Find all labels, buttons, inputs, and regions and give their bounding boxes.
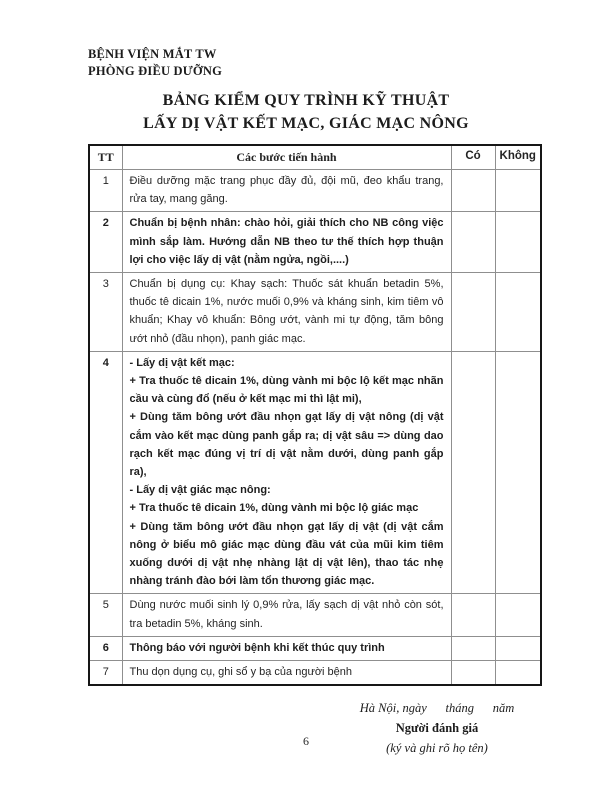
signer-title: Người đánh giá — [395, 721, 479, 736]
step-number: 4 — [89, 351, 122, 594]
step-number: 2 — [89, 212, 122, 273]
step-description — [122, 636, 451, 660]
check-cell-no — [495, 636, 541, 660]
place-date-line: Hà Nội, ngày tháng năm — [359, 701, 515, 716]
step-description — [122, 273, 451, 352]
document-title — [0, 89, 612, 135]
step-description — [122, 594, 451, 636]
step-paragraph: + Tra thuốc tê dicain 1%, dùng vành mi bộc lộ giác mạc — [129, 502, 419, 515]
check-cell-no — [495, 351, 541, 594]
column-header-yes: Có — [451, 145, 495, 170]
step-paragraph: Thông báo với người bệnh khi kết thúc quy trình — [129, 641, 385, 654]
org-name: BỆNH VIỆN MẮT TW — [88, 47, 217, 61]
check-cell-yes — [451, 351, 495, 594]
step-paragraph: Chuẩn bị dụng cụ: Khay sạch: Thuốc sát khuẩn betadin 5%, thuốc tê dicain 1%, nước muối 0,9% và kháng sinh, kim tiêm vô khuẩn; Khay vô khuẩn: Bông ướt, vành mi tự động, tăm bông ướt nhỏ (đầu nhọn), panh giác mạc. — [129, 278, 444, 345]
check-cell-yes — [451, 661, 495, 686]
document-title-line1: BẢNG KIỂM QUY TRÌNH KỸ THUẬT — [162, 92, 450, 109]
step-paragraph: Dùng nước muối sinh lý 0,9% rửa, lấy sạch dị vật nhỏ còn sót, tra betadin 5%, kháng sinh. — [129, 599, 444, 630]
step-paragraph: + Dùng tăm bông ướt đầu nhọn gạt lấy dị vật nông (dị vật cắm vào kết mạc dùng panh gắp ra; dị vật sâu => dùng dao rạch kết mạc đúng vị trí dị vật nằm dưới, dùng panh gắp ra), — [129, 411, 444, 479]
step-number: 7 — [89, 661, 122, 686]
step-paragraph: Điều dưỡng mặc trang phục đầy đủ, đội mũ, đeo khẩu trang, rửa tay, mang găng. — [129, 175, 444, 206]
check-cell-yes — [451, 636, 495, 660]
table-row — [89, 594, 541, 636]
step-number: 3 — [89, 273, 122, 352]
check-cell-no — [495, 273, 541, 352]
check-cell-yes — [451, 594, 495, 636]
table-row — [89, 170, 541, 212]
check-cell-yes — [451, 273, 495, 352]
check-cell-no — [495, 661, 541, 686]
table-row — [89, 636, 541, 660]
check-cell-no — [495, 170, 541, 212]
step-number: 6 — [89, 636, 122, 660]
table-row — [89, 212, 541, 273]
check-cell-no — [495, 594, 541, 636]
table-header-row — [89, 145, 541, 170]
page-number: 6 — [303, 734, 309, 748]
step-description — [122, 351, 451, 594]
table-row — [89, 661, 541, 686]
table-row — [89, 273, 541, 352]
column-header-tt: TT — [89, 145, 122, 170]
step-description — [122, 661, 451, 686]
check-cell-yes — [451, 212, 495, 273]
signature-block — [328, 699, 546, 758]
step-paragraph: Chuẩn bị bệnh nhân: chào hỏi, giải thích cho NB công việc mình sắp làm. Hướng dẫn NB theo tư thế thích hợp thuận lợi cho việc lấy dị vật (nằm ngửa, ngồi,....) — [129, 217, 444, 266]
org-department: PHÒNG ĐIỀU DƯỠNG — [88, 64, 222, 78]
check-cell-yes — [451, 170, 495, 212]
step-paragraph: + Tra thuốc tê dicain 1%, dùng vành mi bộc lộ kết mạc nhãn cầu và cùng đổ (nếu ở kết mạc mi thì lật mi), — [129, 375, 444, 406]
step-number: 1 — [89, 170, 122, 212]
step-number: 5 — [89, 594, 122, 636]
step-description — [122, 170, 451, 212]
step-description — [122, 212, 451, 273]
step-paragraph: - Lấy dị vật giác mạc nông: — [129, 484, 271, 497]
step-paragraph: + Dùng tăm bông ướt đầu nhọn gạt lấy dị vật (dị vật cắm nông ở biểu mô giác mạc dùng đầu vát của mũi kim tiêm xuống dưới dị vật nhẹ nhàng lật dị vật lên), thao tác nhẹ nhàng tránh đào bới làm tổn thương giác mạc. — [129, 520, 444, 588]
org-header — [0, 46, 612, 80]
step-paragraph: - Lấy dị vật kết mạc: — [129, 356, 235, 369]
column-header-no: Không — [495, 145, 541, 170]
step-paragraph: Thu dọn dụng cụ, ghi sổ y bạ của người bệnh — [129, 666, 353, 679]
check-cell-no — [495, 212, 541, 273]
signature-note: (ký và ghi rõ họ tên) — [386, 741, 488, 756]
document-title-line2: LẤY DỊ VẬT KẾT MẠC, GIÁC MẠC NÔNG — [143, 115, 469, 132]
checklist-table — [88, 144, 542, 686]
table-row — [89, 351, 541, 594]
column-header-steps: Các bước tiến hành — [122, 145, 451, 170]
